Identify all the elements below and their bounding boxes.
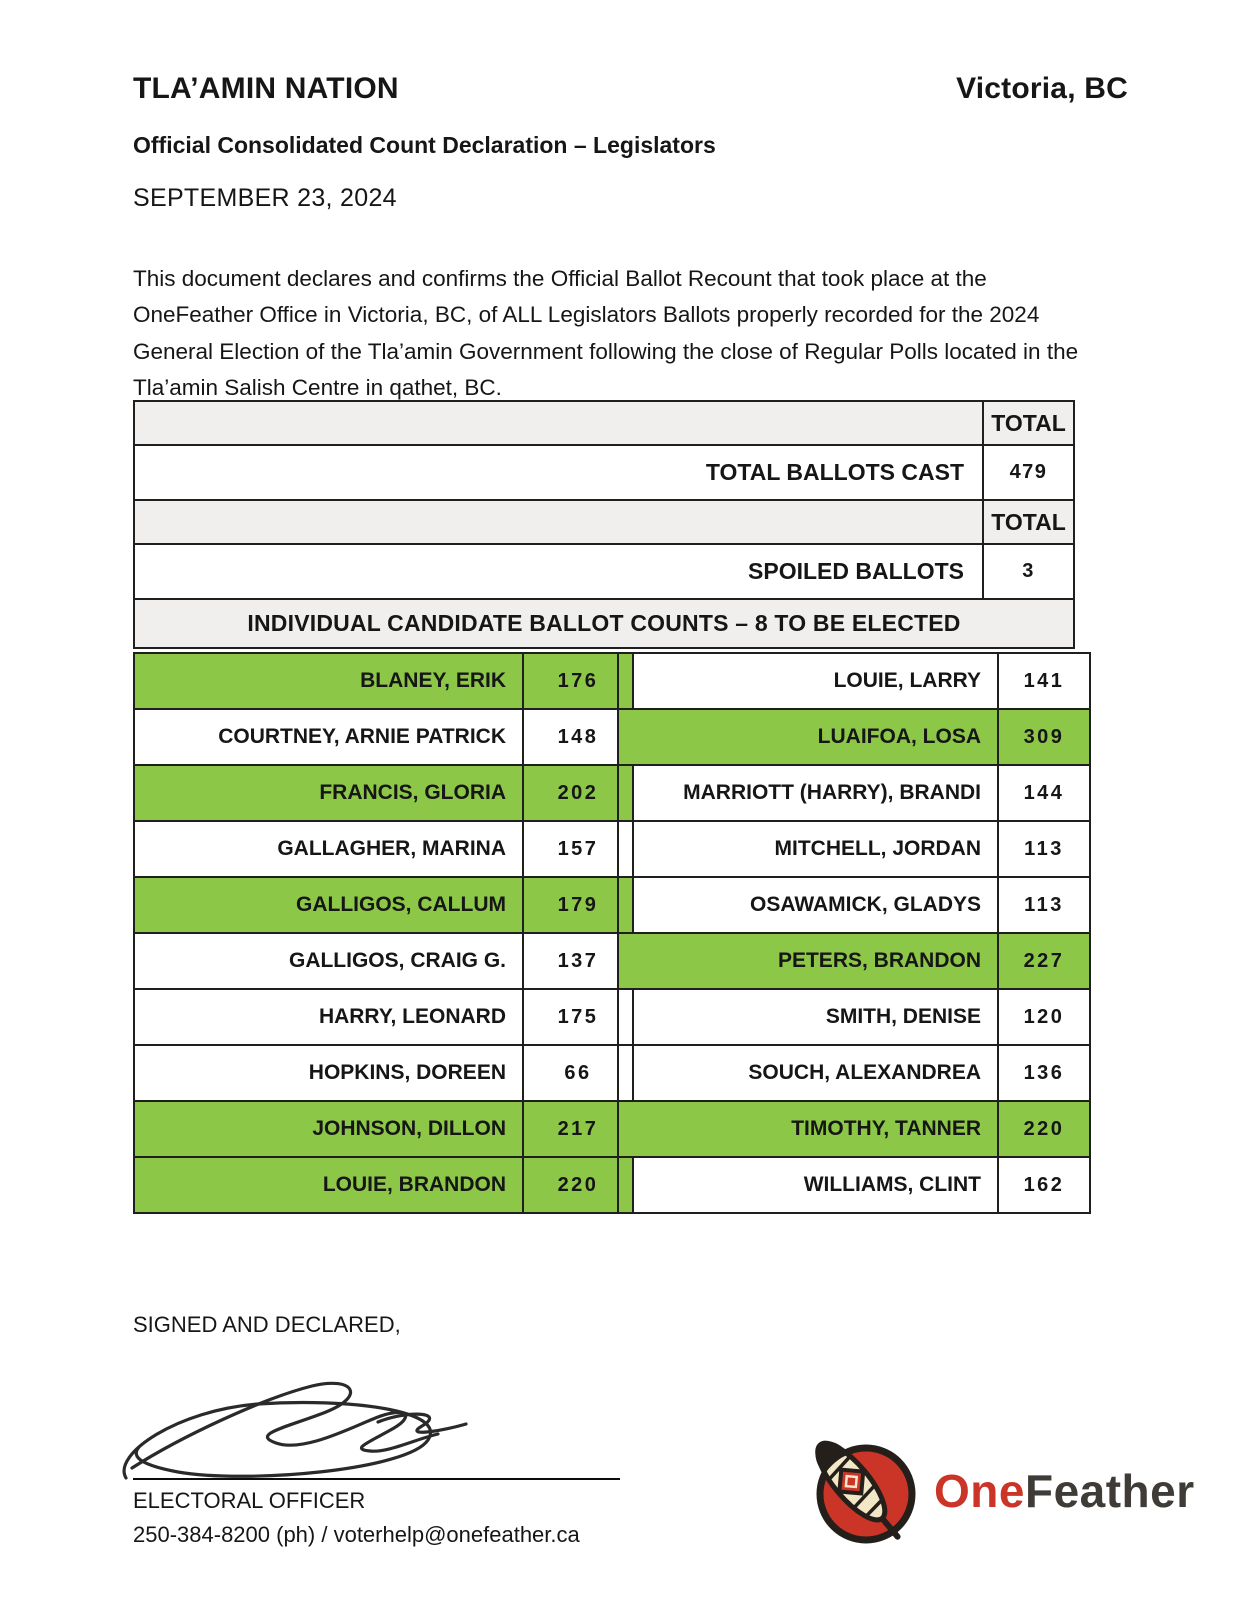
candidate-row xyxy=(134,709,633,765)
total-column-header: TOTAL xyxy=(983,500,1074,544)
candidate-name: FRANCIS, GLORIA xyxy=(134,765,523,821)
candidate-row xyxy=(618,709,1090,765)
summary-table xyxy=(133,400,1075,649)
candidate-name: JOHNSON, DILLON xyxy=(134,1101,523,1157)
candidate-name: OSAWAMICK, GLADYS xyxy=(618,877,998,933)
empty-cell xyxy=(134,401,983,445)
total-ballots-cast-label: TOTAL BALLOTS CAST xyxy=(134,445,983,500)
candidate-row xyxy=(618,877,1090,933)
candidate-votes: 66 xyxy=(523,1045,633,1101)
candidate-votes: 220 xyxy=(998,1101,1090,1157)
logo-text-feather: Feather xyxy=(1024,1465,1195,1517)
spoiled-ballots-value: 3 xyxy=(983,544,1074,599)
candidate-votes: 120 xyxy=(998,989,1090,1045)
candidate-votes: 148 xyxy=(523,709,633,765)
candidate-name: PETERS, BRANDON xyxy=(618,933,998,989)
candidate-row xyxy=(618,821,1090,877)
candidate-row xyxy=(134,1101,633,1157)
feather-icon xyxy=(798,1402,926,1552)
candidate-votes: 141 xyxy=(998,653,1090,709)
candidate-row xyxy=(618,653,1090,709)
candidate-votes: 227 xyxy=(998,933,1090,989)
candidate-row xyxy=(134,989,633,1045)
candidate-name: GALLIGOS, CRAIG G. xyxy=(134,933,523,989)
spoiled-ballots-row xyxy=(134,544,1074,599)
candidate-row xyxy=(134,1045,633,1101)
contact-line: 250-384-8200 (ph) / voterhelp@onefeather.ca xyxy=(133,1522,580,1547)
candidate-votes: 176 xyxy=(523,653,633,709)
signature-line xyxy=(133,1454,620,1480)
candidate-name: WILLIAMS, CLINT xyxy=(618,1157,998,1213)
total-header-row xyxy=(134,401,1074,445)
candidate-votes: 202 xyxy=(523,765,633,821)
logo-text-one: One xyxy=(934,1465,1025,1517)
candidate-table-right xyxy=(617,652,1091,1214)
candidate-name: TIMOTHY, TANNER xyxy=(618,1101,998,1157)
doc-title: Official Consolidated Count Declaration – Legislators xyxy=(133,132,716,158)
candidate-row xyxy=(134,821,633,877)
candidate-votes: 113 xyxy=(998,821,1090,877)
candidate-votes: 179 xyxy=(523,877,633,933)
candidate-row xyxy=(618,1045,1090,1101)
candidate-row xyxy=(618,933,1090,989)
section-header-row xyxy=(134,599,1074,648)
candidate-votes: 113 xyxy=(998,877,1090,933)
candidate-votes: 136 xyxy=(998,1045,1090,1101)
candidate-name: LOUIE, BRANDON xyxy=(134,1157,523,1213)
candidate-name: HARRY, LEONARD xyxy=(134,989,523,1045)
onefeather-logo xyxy=(798,1402,1195,1552)
candidate-row xyxy=(618,1157,1090,1213)
candidate-name: MARRIOTT (HARRY), BRANDI xyxy=(618,765,998,821)
candidate-votes: 217 xyxy=(523,1101,633,1157)
total-column-header: TOTAL xyxy=(983,401,1074,445)
empty-cell xyxy=(134,500,983,544)
total-ballots-cast-value: 479 xyxy=(983,445,1074,500)
candidate-row xyxy=(134,877,633,933)
candidate-votes: 175 xyxy=(523,989,633,1045)
electoral-officer-label: ELECTORAL OFFICER xyxy=(133,1488,366,1513)
candidate-row xyxy=(134,653,633,709)
section-header: INDIVIDUAL CANDIDATE BALLOT COUNTS – 8 TO BE ELECTED xyxy=(134,599,1074,648)
candidate-name: SMITH, DENISE xyxy=(618,989,998,1045)
candidate-votes: 162 xyxy=(998,1157,1090,1213)
candidate-row xyxy=(618,765,1090,821)
doc-date: SEPTEMBER 23, 2024 xyxy=(133,184,397,212)
signed-declared-label: SIGNED AND DECLARED, xyxy=(133,1312,401,1337)
candidate-votes: 137 xyxy=(523,933,633,989)
candidate-row xyxy=(134,933,633,989)
candidate-row xyxy=(134,765,633,821)
candidate-votes: 220 xyxy=(523,1157,633,1213)
candidate-row xyxy=(618,1101,1090,1157)
candidate-name: HOPKINS, DOREEN xyxy=(134,1045,523,1101)
location: Victoria, BC xyxy=(956,72,1128,105)
candidate-name: BLANEY, ERIK xyxy=(134,653,523,709)
candidate-row xyxy=(618,989,1090,1045)
candidate-name: GALLAGHER, MARINA xyxy=(134,821,523,877)
spoiled-ballots-label: SPOILED BALLOTS xyxy=(134,544,983,599)
candidate-name: GALLIGOS, CALLUM xyxy=(134,877,523,933)
candidate-name: LOUIE, LARRY xyxy=(618,653,998,709)
candidate-name: SOUCH, ALEXANDREA xyxy=(618,1045,998,1101)
candidate-row xyxy=(134,1157,633,1213)
logo-text xyxy=(934,1464,1195,1518)
org-name: TLA’AMIN NATION xyxy=(133,72,399,105)
document-header xyxy=(133,72,1128,106)
candidate-votes: 144 xyxy=(998,765,1090,821)
candidate-votes: 309 xyxy=(998,709,1090,765)
candidate-name: LUAIFOA, LOSA xyxy=(618,709,998,765)
candidate-name: COURTNEY, ARNIE PATRICK xyxy=(134,709,523,765)
candidate-table-left xyxy=(133,652,634,1214)
total-header-row xyxy=(134,500,1074,544)
total-ballots-row xyxy=(134,445,1074,500)
candidate-votes: 157 xyxy=(523,821,633,877)
intro-paragraph: This document declares and confirms the Official Ballot Recount that took place at the OneFeather Office in Victoria, BC, of ALL Legislators Ballots properly recorded for the 2024 General Election of the Tla’amin Government following the close of Regular Polls located in the Tla’amin Salish Centre in qathet, BC. xyxy=(133,265,1079,400)
candidate-name: MITCHELL, JORDAN xyxy=(618,821,998,877)
